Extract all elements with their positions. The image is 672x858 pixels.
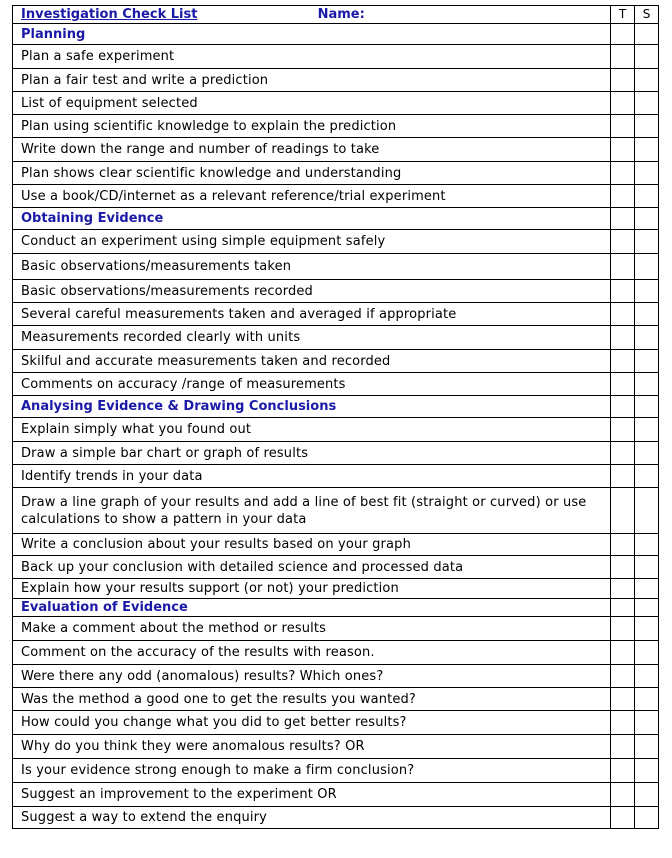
tick-box-t[interactable] xyxy=(611,688,635,711)
tick-box-s[interactable] xyxy=(635,138,659,162)
tick-box-t[interactable] xyxy=(611,665,635,688)
tick-box-t[interactable] xyxy=(611,488,635,534)
tick-box-s[interactable] xyxy=(635,418,659,442)
checklist-row xyxy=(13,230,659,254)
tick-box-t[interactable] xyxy=(611,185,635,208)
criterion-label: Draw a line graph of your results and add a line of best fit (straight or curved) or use calculations to show a pattern in your data xyxy=(13,488,611,534)
checklist-row xyxy=(13,185,659,208)
criterion-label: Is your evidence strong enough to make a firm conclusion? xyxy=(13,759,611,783)
checklist-row xyxy=(13,617,659,641)
checklist-row xyxy=(13,69,659,92)
section-title: Analysing Evidence & Drawing Conclusions xyxy=(13,396,611,418)
tick-box-t[interactable] xyxy=(611,138,635,162)
tick-box-s[interactable] xyxy=(635,373,659,396)
criterion-label: Basic observations/measurements taken xyxy=(13,254,611,280)
tick-box-s[interactable] xyxy=(635,280,659,303)
tick-box-s[interactable] xyxy=(635,759,659,783)
tick-box-s[interactable] xyxy=(635,465,659,488)
tick-box-s[interactable] xyxy=(635,807,659,829)
tick-box-t[interactable] xyxy=(611,735,635,759)
tick-box-s[interactable] xyxy=(635,579,659,599)
checklist-row xyxy=(13,579,659,599)
criterion-label: Plan a safe experiment xyxy=(13,45,611,69)
criterion-label: Several careful measurements taken and averaged if appropriate xyxy=(13,303,611,326)
name-label: Name: xyxy=(317,7,365,22)
checklist-row xyxy=(13,534,659,556)
tick-box-s[interactable] xyxy=(635,69,659,92)
checklist-row xyxy=(13,373,659,396)
criterion-label: Were there any odd (anomalous) results? Which ones? xyxy=(13,665,611,688)
tick-box-s[interactable] xyxy=(635,185,659,208)
checklist-row xyxy=(13,138,659,162)
tick-box-t[interactable] xyxy=(611,45,635,69)
tick-box-s[interactable] xyxy=(635,599,659,617)
tick-box-t[interactable] xyxy=(611,759,635,783)
checklist-row xyxy=(13,465,659,488)
criterion-label: How could you change what you did to get better results? xyxy=(13,711,611,735)
criterion-label: Use a book/CD/internet as a relevant reference/trial experiment xyxy=(13,185,611,208)
criterion-label: Write down the range and number of readings to take xyxy=(13,138,611,162)
criterion-label: Comments on accuracy /range of measurements xyxy=(13,373,611,396)
tick-box-t[interactable] xyxy=(611,396,635,418)
tick-box-t[interactable] xyxy=(611,162,635,185)
checklist-row xyxy=(13,759,659,783)
criterion-label: List of equipment selected xyxy=(13,92,611,115)
criterion-label: Plan shows clear scientific knowledge and understanding xyxy=(13,162,611,185)
checklist-title[interactable]: Investigation Check List xyxy=(21,7,198,22)
criterion-label: Explain simply what you found out xyxy=(13,418,611,442)
tick-box-t[interactable] xyxy=(611,373,635,396)
checklist-row xyxy=(13,45,659,69)
header-cell xyxy=(13,6,611,24)
checklist-row xyxy=(13,735,659,759)
section-header-row xyxy=(13,24,659,45)
checklist-row xyxy=(13,162,659,185)
tick-box-s[interactable] xyxy=(635,556,659,579)
header-row xyxy=(13,6,659,24)
tick-box-s[interactable] xyxy=(635,115,659,138)
criterion-label: Comment on the accuracy of the results with reason. xyxy=(13,641,611,665)
checklist-row xyxy=(13,92,659,115)
tick-box-t[interactable] xyxy=(611,24,635,45)
checklist-body xyxy=(13,6,659,829)
criterion-label: Plan a fair test and write a prediction xyxy=(13,69,611,92)
checklist-row xyxy=(13,711,659,735)
tick-box-t[interactable] xyxy=(611,92,635,115)
checklist-row xyxy=(13,418,659,442)
tick-box-s[interactable] xyxy=(635,396,659,418)
checklist-row xyxy=(13,280,659,303)
tick-box-t[interactable] xyxy=(611,465,635,488)
criterion-label: Identify trends in your data xyxy=(13,465,611,488)
criterion-label: Explain how your results support (or not) your prediction xyxy=(13,579,611,599)
tick-box-s[interactable] xyxy=(635,442,659,465)
tick-box-s[interactable] xyxy=(635,488,659,534)
checklist-row xyxy=(13,303,659,326)
criterion-label: Draw a simple bar chart or graph of results xyxy=(13,442,611,465)
criterion-label: Skilful and accurate measurements taken and recorded xyxy=(13,350,611,373)
checklist-row xyxy=(13,641,659,665)
tick-box-s[interactable] xyxy=(635,783,659,807)
tick-box-s[interactable] xyxy=(635,24,659,45)
column-header-s: S xyxy=(635,6,659,24)
tick-box-t[interactable] xyxy=(611,350,635,373)
tick-box-s[interactable] xyxy=(635,534,659,556)
checklist-row xyxy=(13,665,659,688)
checklist-row xyxy=(13,783,659,807)
tick-box-s[interactable] xyxy=(635,665,659,688)
section-title: Planning xyxy=(13,24,611,45)
tick-box-t[interactable] xyxy=(611,280,635,303)
tick-box-t[interactable] xyxy=(611,303,635,326)
tick-box-t[interactable] xyxy=(611,442,635,465)
checklist-row xyxy=(13,115,659,138)
tick-box-t[interactable] xyxy=(611,579,635,599)
section-header-row xyxy=(13,396,659,418)
checklist-row xyxy=(13,442,659,465)
checklist-row xyxy=(13,688,659,711)
checklist-row xyxy=(13,556,659,579)
tick-box-s[interactable] xyxy=(635,617,659,641)
tick-box-s[interactable] xyxy=(635,230,659,254)
section-header-row xyxy=(13,599,659,617)
section-title: Obtaining Evidence xyxy=(13,208,611,230)
checklist-row xyxy=(13,350,659,373)
tick-box-s[interactable] xyxy=(635,45,659,69)
tick-box-t[interactable] xyxy=(611,556,635,579)
tick-box-s[interactable] xyxy=(635,92,659,115)
tick-box-t[interactable] xyxy=(611,534,635,556)
tick-box-s[interactable] xyxy=(635,641,659,665)
criterion-label: Back up your conclusion with detailed science and processed data xyxy=(13,556,611,579)
checklist-row xyxy=(13,807,659,829)
criterion-label: Suggest a way to extend the enquiry xyxy=(13,807,611,829)
criterion-label: Write a conclusion about your results based on your graph xyxy=(13,534,611,556)
tick-box-t[interactable] xyxy=(611,115,635,138)
tick-box-s[interactable] xyxy=(635,735,659,759)
tick-box-t[interactable] xyxy=(611,230,635,254)
tick-box-t[interactable] xyxy=(611,783,635,807)
criterion-label: Basic observations/measurements recorded xyxy=(13,280,611,303)
criterion-label: Suggest an improvement to the experiment OR xyxy=(13,783,611,807)
tick-box-s[interactable] xyxy=(635,688,659,711)
tick-box-s[interactable] xyxy=(635,162,659,185)
column-header-t: T xyxy=(611,6,635,24)
tick-box-t[interactable] xyxy=(611,254,635,280)
tick-box-t[interactable] xyxy=(611,807,635,829)
tick-box-s[interactable] xyxy=(635,303,659,326)
tick-box-t[interactable] xyxy=(611,641,635,665)
tick-box-t[interactable] xyxy=(611,617,635,641)
tick-box-t[interactable] xyxy=(611,69,635,92)
tick-box-t[interactable] xyxy=(611,418,635,442)
tick-box-s[interactable] xyxy=(635,254,659,280)
criterion-label: Conduct an experiment using simple equipment safely xyxy=(13,230,611,254)
tick-box-t[interactable] xyxy=(611,599,635,617)
criterion-label: Why do you think they were anomalous results? OR xyxy=(13,735,611,759)
criterion-label: Plan using scientific knowledge to explain the prediction xyxy=(13,115,611,138)
checklist-row xyxy=(13,326,659,350)
tick-box-t[interactable] xyxy=(611,711,635,735)
criterion-label: Was the method a good one to get the results you wanted? xyxy=(13,688,611,711)
criterion-label: Measurements recorded clearly with units xyxy=(13,326,611,350)
tick-box-s[interactable] xyxy=(635,208,659,230)
criterion-label: Make a comment about the method or results xyxy=(13,617,611,641)
section-title: Evaluation of Evidence xyxy=(13,599,611,617)
tick-box-t[interactable] xyxy=(611,326,635,350)
tick-box-t[interactable] xyxy=(611,208,635,230)
section-header-row xyxy=(13,208,659,230)
tick-box-s[interactable] xyxy=(635,326,659,350)
checklist-row xyxy=(13,488,659,534)
tick-box-s[interactable] xyxy=(635,350,659,373)
checklist-row xyxy=(13,254,659,280)
investigation-checklist-table xyxy=(12,5,659,829)
tick-box-s[interactable] xyxy=(635,711,659,735)
